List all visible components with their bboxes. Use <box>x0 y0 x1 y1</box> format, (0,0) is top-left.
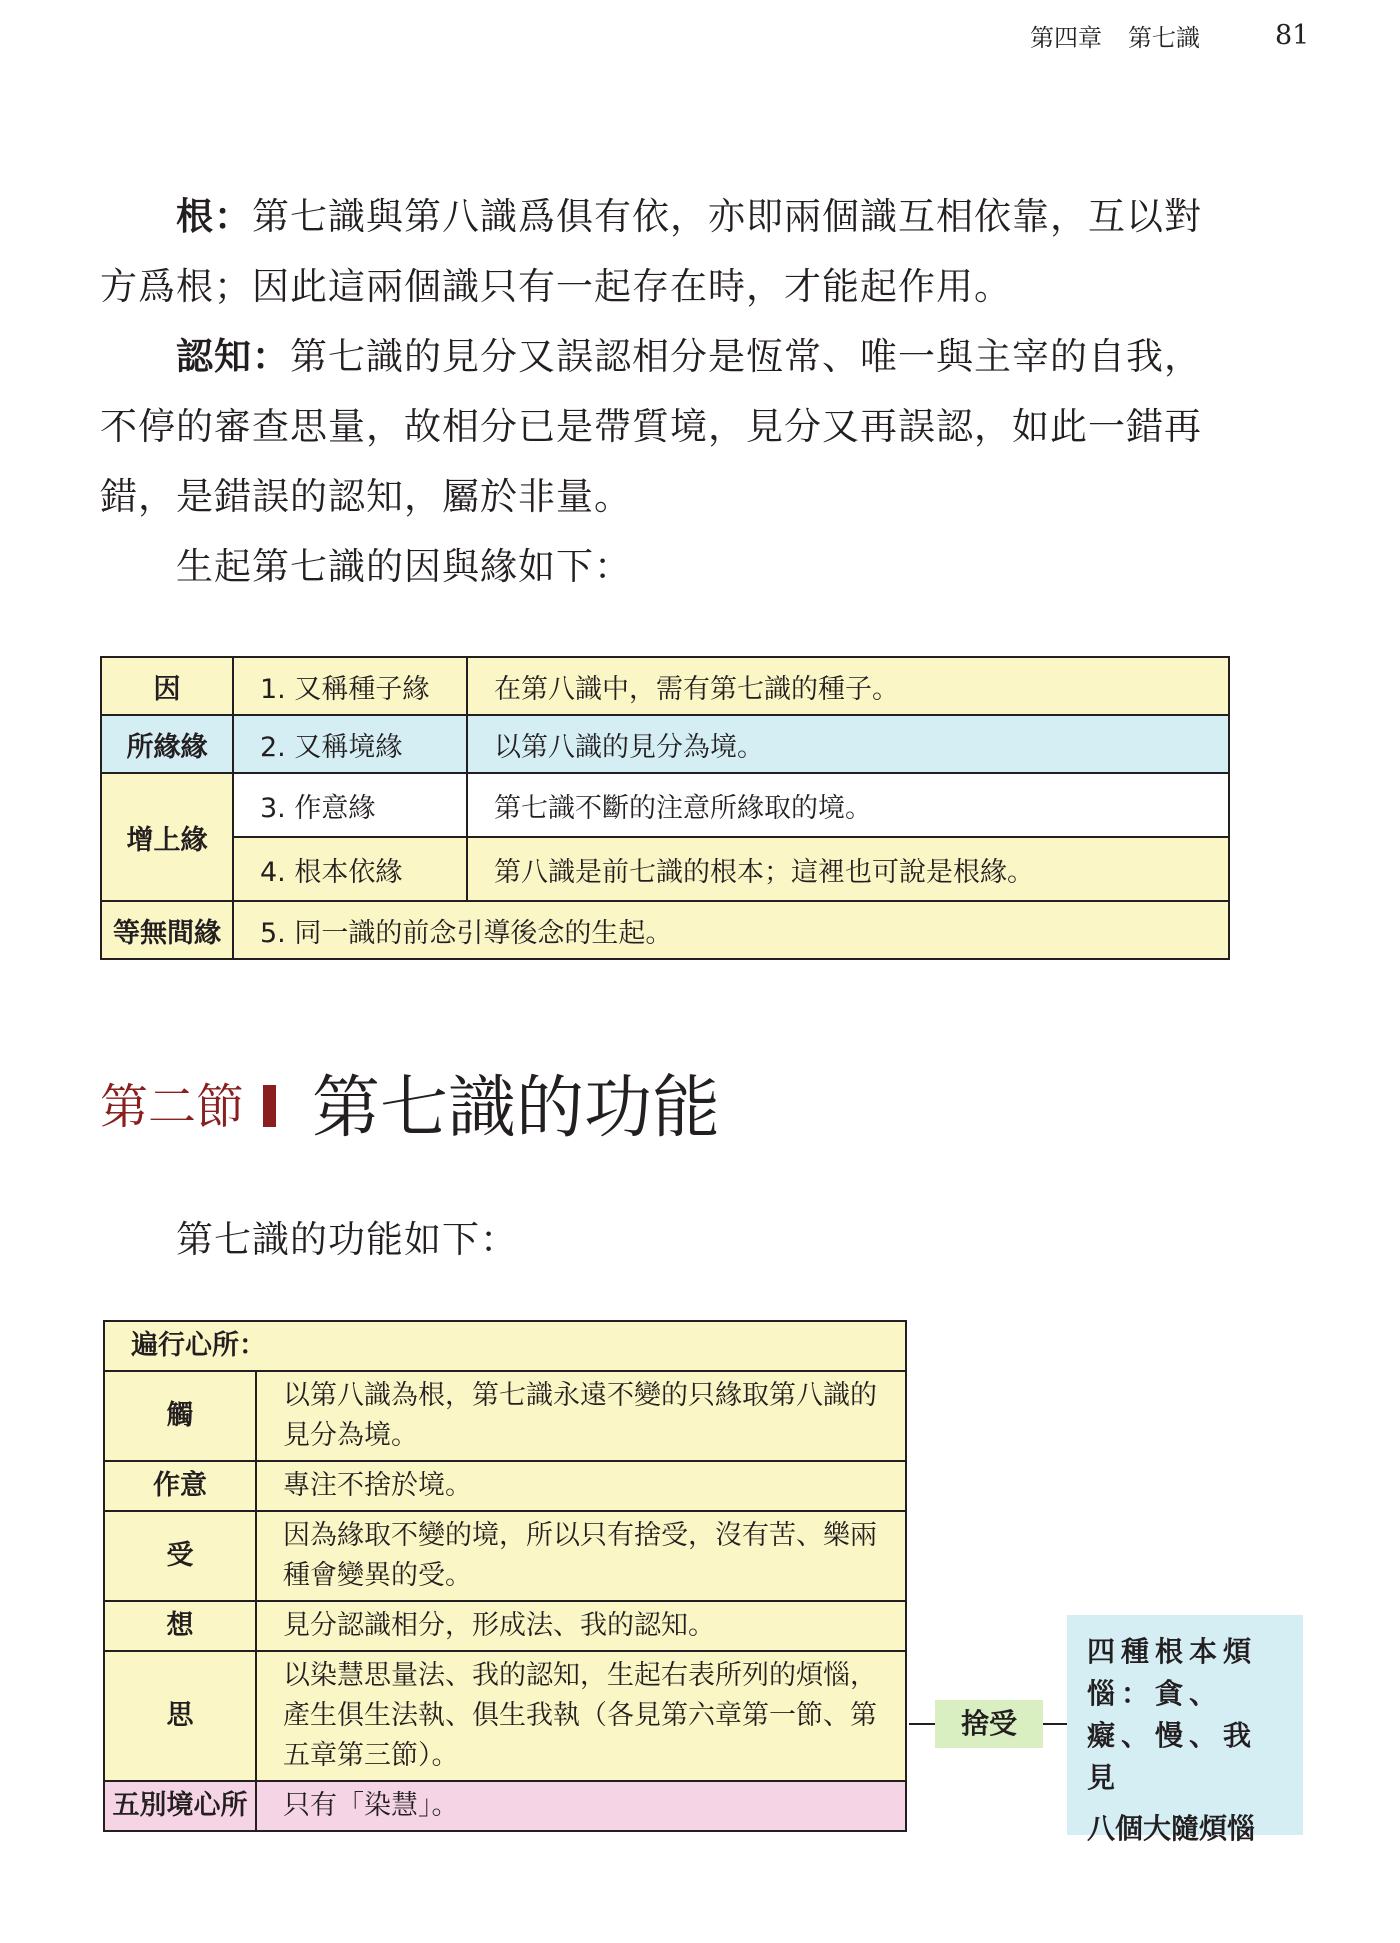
row-label: 增上緣 <box>101 773 233 901</box>
row-label: 等無間緣 <box>101 901 233 959</box>
root-afflictions-text: 四種根本煩惱：貪、癡、慢、我見 <box>1087 1635 1258 1794</box>
connector-line-left <box>909 1723 935 1725</box>
chapter-label: 第四章 <box>1030 24 1102 52</box>
table-row <box>104 1511 906 1601</box>
row-label: 受 <box>104 1511 256 1601</box>
row-desc: 在第八識中，需有第七識的種子。 <box>467 657 1229 715</box>
table-row <box>101 901 1229 959</box>
section-intro: 第七識的功能如下： <box>176 1218 518 1261</box>
row-desc: 只有「染慧」。 <box>256 1781 906 1831</box>
table-row <box>104 1461 906 1511</box>
table-header: 遍行心所： <box>104 1321 906 1371</box>
row-label: 作意 <box>104 1461 256 1511</box>
table-row <box>101 715 1229 773</box>
cause-condition-table <box>100 656 1230 960</box>
equanimity-feeling-box: 捨受 <box>935 1700 1043 1748</box>
row-name: 2. 又稱境緣 <box>233 715 467 773</box>
connector-line-right <box>1043 1723 1067 1725</box>
table-row <box>104 1371 906 1461</box>
row-label: 五別境心所 <box>104 1781 256 1831</box>
chapter-section-label: 第七識 <box>1128 24 1200 52</box>
function-table <box>103 1320 907 1832</box>
row-desc: 專注不捨於境。 <box>256 1461 906 1511</box>
row-label: 思 <box>104 1651 256 1781</box>
afflictions-box <box>1067 1615 1303 1845</box>
row-name: 1. 又稱種子緣 <box>233 657 467 715</box>
paragraph-root <box>100 182 1230 322</box>
row-label: 觸 <box>104 1371 256 1461</box>
section-divider-bar <box>263 1085 276 1127</box>
row-desc: 以染慧思量法、我的認知，生起右表所列的煩惱，產生俱生法執、俱生我執（各見第六章第一節、第五章第三節）。 <box>256 1651 906 1781</box>
table-row <box>104 1601 906 1651</box>
row-name: 4. 根本依緣 <box>233 837 467 901</box>
page-number: 81 <box>1275 20 1310 51</box>
table-row <box>104 1781 906 1831</box>
paragraph-intro: 生起第七識的因與緣如下： <box>176 545 632 588</box>
row-desc: 見分認識相分，形成法、我的認知。 <box>256 1601 906 1651</box>
row-desc: 以第八識為根，第七識永遠不變的只緣取第八識的見分為境。 <box>256 1371 906 1461</box>
table-row <box>101 837 1229 901</box>
row-desc: 第七識不斷的注意所緣取的境。 <box>467 773 1229 837</box>
section-title: 第七識的功能 <box>312 1069 721 1148</box>
row-name: 3. 作意緣 <box>233 773 467 837</box>
section-number: 第二節 <box>100 1079 245 1135</box>
row-desc: 5. 同一識的前念引導後念的生起。 <box>233 901 1229 959</box>
row-label: 所緣緣 <box>101 715 233 773</box>
running-header <box>1030 18 1226 53</box>
secondary-afflictions-text: 八個大隨煩惱 <box>1087 1812 1256 1845</box>
table-row <box>101 773 1229 837</box>
term-root: 根： <box>176 195 252 238</box>
table-row <box>104 1651 906 1781</box>
row-desc: 以第八識的見分為境。 <box>467 715 1229 773</box>
paragraph-root-text: 第七識與第八識爲俱有依，亦即兩個識互相依靠，互以對方爲根；因此這兩個識只有一起存在時，才能起作用。 <box>100 195 1202 308</box>
row-label: 想 <box>104 1601 256 1651</box>
row-desc: 因為緣取不變的境，所以只有捨受，沒有苦、樂兩種會變異的受。 <box>256 1511 906 1601</box>
row-label: 因 <box>101 657 233 715</box>
paragraph-cognition-text: 第七識的見分又誤認相分是恆常、唯一與主宰的自我，不停的審查思量，故相分已是帶質境，見分又再誤認，如此一錯再錯，是錯誤的認知，屬於非量。 <box>100 335 1202 518</box>
table-header-row <box>104 1321 906 1371</box>
table-row <box>101 657 1229 715</box>
paragraph-cognition <box>100 322 1230 532</box>
row-desc: 第八識是前七識的根本；這裡也可說是根緣。 <box>467 837 1229 901</box>
term-cognition: 認知： <box>176 335 290 378</box>
